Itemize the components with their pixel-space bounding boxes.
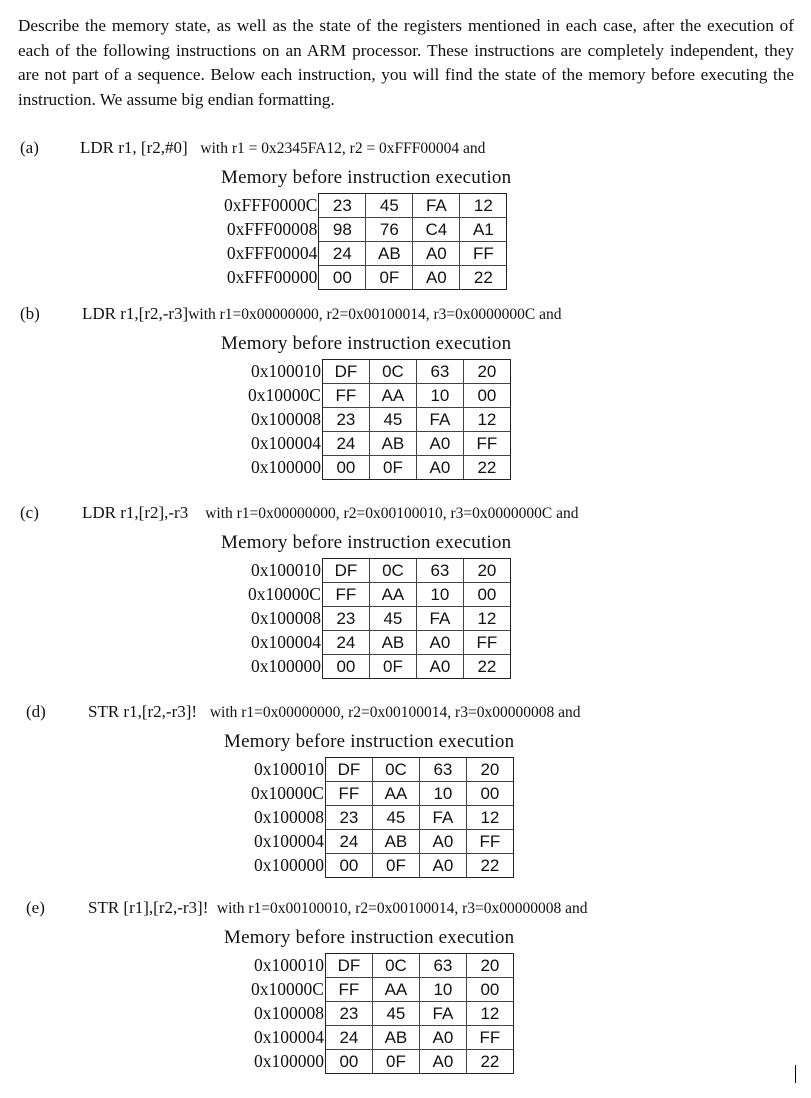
- memory-byte: 00: [466, 782, 513, 806]
- memory-byte: 0F: [369, 655, 416, 679]
- memory-table: [248, 558, 511, 679]
- memory-byte: FA: [419, 1002, 466, 1026]
- memory-address: 0x100008: [251, 1002, 325, 1026]
- memory-row: [248, 583, 510, 607]
- memory-byte: 20: [466, 758, 513, 782]
- memory-byte: 12: [466, 1002, 513, 1026]
- memory-byte: 45: [372, 806, 419, 830]
- memory-address: 0x100000: [248, 456, 322, 480]
- memory-byte: AA: [372, 782, 419, 806]
- memory-address: 0x100008: [248, 607, 322, 631]
- memory-row: [224, 242, 507, 266]
- memory-byte: A0: [419, 830, 466, 854]
- memory-byte: 0F: [366, 266, 413, 290]
- memory-byte: 63: [419, 954, 466, 978]
- memory-byte: FF: [466, 830, 513, 854]
- memory-byte: 0F: [372, 1050, 419, 1074]
- memory-byte: 0C: [369, 559, 416, 583]
- memory-address: 0x100000: [248, 655, 322, 679]
- memory-row: [248, 384, 510, 408]
- memory-byte: FF: [325, 782, 372, 806]
- memory-row: [251, 782, 513, 806]
- memory-address: 0x10000C: [248, 384, 322, 408]
- memory-byte: FA: [413, 194, 460, 218]
- memory-table: [224, 193, 507, 290]
- memory-byte: 0C: [369, 360, 416, 384]
- memory-byte: 22: [463, 456, 510, 480]
- memory-table: [251, 757, 514, 878]
- memory-byte: 00: [322, 655, 369, 679]
- memory-byte: 20: [466, 954, 513, 978]
- memory-byte: A0: [419, 854, 466, 878]
- instruction-line: [82, 304, 561, 324]
- memory-table-title: Memory before instruction execution: [224, 731, 515, 752]
- memory-byte: 12: [463, 408, 510, 432]
- memory-byte: 45: [369, 408, 416, 432]
- memory-address: 0x100004: [248, 432, 322, 456]
- problem-label: (b): [20, 304, 40, 323]
- memory-byte: AB: [369, 432, 416, 456]
- memory-row: [251, 830, 513, 854]
- memory-byte: A0: [413, 266, 460, 290]
- memory-byte: FF: [325, 978, 372, 1002]
- memory-byte: 24: [322, 432, 369, 456]
- problem-label: (c): [20, 503, 39, 522]
- memory-byte: FA: [416, 607, 463, 631]
- memory-row: [224, 266, 507, 290]
- memory-byte: 24: [322, 631, 369, 655]
- memory-byte: 00: [325, 854, 372, 878]
- memory-byte: 98: [319, 218, 366, 242]
- memory-table-title: Memory before instruction execution: [221, 532, 512, 553]
- memory-address: 0x10000C: [251, 978, 325, 1002]
- memory-table: [248, 359, 511, 480]
- memory-row: [248, 655, 510, 679]
- problem-label: (a): [20, 138, 39, 157]
- memory-address: 0x100004: [251, 1026, 325, 1050]
- condition: with r1 = 0x2345FA12, r2 = 0xFFF00004 and: [200, 140, 486, 157]
- memory-row: [251, 758, 513, 782]
- memory-byte: AA: [369, 583, 416, 607]
- memory-byte: FF: [463, 432, 510, 456]
- memory-byte: 24: [325, 830, 372, 854]
- memory-byte: 63: [416, 559, 463, 583]
- memory-byte: FF: [322, 384, 369, 408]
- memory-byte: 00: [463, 583, 510, 607]
- memory-byte: FF: [466, 1026, 513, 1050]
- memory-row: [248, 408, 510, 432]
- memory-byte: FA: [416, 408, 463, 432]
- memory-byte: DF: [325, 758, 372, 782]
- memory-row: [251, 1002, 513, 1026]
- memory-byte: 23: [325, 1002, 372, 1026]
- memory-address: 0x100010: [248, 360, 322, 384]
- memory-address: 0x100010: [251, 954, 325, 978]
- memory-address: 0x100008: [248, 408, 322, 432]
- memory-address: 0x10000C: [248, 583, 322, 607]
- memory-byte: AB: [372, 1026, 419, 1050]
- memory-byte: C4: [413, 218, 460, 242]
- memory-address: 0x100004: [251, 830, 325, 854]
- memory-address: 0xFFF0000C: [224, 194, 319, 218]
- condition: with r1=0x00000000, r2=0x00100014, r3=0x0000000C and: [188, 306, 562, 323]
- memory-byte: 10: [419, 978, 466, 1002]
- memory-row: [251, 806, 513, 830]
- memory-byte: 76: [366, 218, 413, 242]
- memory-byte: 45: [372, 1002, 419, 1026]
- memory-row: [248, 360, 510, 384]
- memory-byte: FF: [322, 583, 369, 607]
- instruction-line: [88, 702, 580, 722]
- memory-row: [251, 1026, 513, 1050]
- memory-byte: DF: [325, 954, 372, 978]
- memory-address: 0xFFF00004: [224, 242, 319, 266]
- memory-byte: 0C: [372, 758, 419, 782]
- instruction-line: [80, 138, 485, 158]
- memory-byte: A0: [416, 432, 463, 456]
- memory-byte: AA: [369, 384, 416, 408]
- memory-byte: 00: [466, 978, 513, 1002]
- memory-byte: A0: [416, 456, 463, 480]
- memory-address: 0xFFF00000: [224, 266, 319, 290]
- memory-byte: A0: [413, 242, 460, 266]
- memory-address: 0x100000: [251, 854, 325, 878]
- memory-byte: 22: [466, 1050, 513, 1074]
- memory-byte: A0: [416, 631, 463, 655]
- memory-byte: 23: [319, 194, 366, 218]
- condition: with r1=0x00100010, r2=0x00100014, r3=0x00000008 and: [216, 900, 588, 917]
- memory-byte: 45: [369, 607, 416, 631]
- memory-address: 0x100010: [248, 559, 322, 583]
- memory-row: [251, 954, 513, 978]
- memory-table: [251, 953, 514, 1074]
- memory-byte: A0: [419, 1050, 466, 1074]
- memory-byte: AB: [366, 242, 413, 266]
- memory-address: 0xFFF00008: [224, 218, 319, 242]
- memory-row: [251, 978, 513, 1002]
- memory-byte: 00: [463, 384, 510, 408]
- instruction: LDR r1,[r2],-r3: [82, 503, 189, 522]
- instruction-line: [82, 503, 578, 523]
- memory-address: 0x10000C: [251, 782, 325, 806]
- condition: with r1=0x00000000, r2=0x00100014, r3=0x00000008 and: [209, 704, 581, 721]
- problem-label: (e): [26, 898, 45, 917]
- instruction-line: [88, 898, 588, 918]
- memory-byte: 22: [466, 854, 513, 878]
- memory-byte: 10: [416, 583, 463, 607]
- memory-byte: FA: [419, 806, 466, 830]
- problem-label: (d): [26, 702, 46, 721]
- memory-row: [248, 432, 510, 456]
- memory-address: 0x100000: [251, 1050, 325, 1074]
- memory-byte: AA: [372, 978, 419, 1002]
- memory-byte: 20: [463, 559, 510, 583]
- memory-byte: 00: [325, 1050, 372, 1074]
- memory-byte: DF: [322, 360, 369, 384]
- instruction: STR r1,[r2,-r3]!: [88, 702, 198, 721]
- memory-byte: 24: [319, 242, 366, 266]
- memory-byte: 22: [463, 655, 510, 679]
- memory-row: [248, 559, 510, 583]
- memory-row: [251, 1050, 513, 1074]
- memory-byte: 0F: [372, 854, 419, 878]
- memory-byte: 23: [325, 806, 372, 830]
- memory-byte: DF: [322, 559, 369, 583]
- memory-table-title: Memory before instruction execution: [221, 167, 512, 188]
- memory-byte: 63: [419, 758, 466, 782]
- memory-byte: FF: [460, 242, 507, 266]
- memory-byte: AB: [369, 631, 416, 655]
- memory-byte: 45: [366, 194, 413, 218]
- condition: with r1=0x00000000, r2=0x00100010, r3=0x0000000C and: [205, 505, 579, 522]
- memory-table-title: Memory before instruction execution: [224, 927, 515, 948]
- memory-byte: 00: [319, 266, 366, 290]
- memory-byte: 12: [463, 607, 510, 631]
- intro-paragraph: Describe the memory state, as well as the state of the registers mentioned in each case, after the execution of each of the following instructions on an ARM processor. These instructions are completely independent, they are not part of a sequence. Below each instruction, you will find the state of the memory before executing the instruction. We assume big endian formatting.: [18, 16, 794, 109]
- memory-byte: A1: [460, 218, 507, 242]
- memory-row: [248, 607, 510, 631]
- memory-byte: 0C: [372, 954, 419, 978]
- memory-byte: 0F: [369, 456, 416, 480]
- memory-byte: 23: [322, 607, 369, 631]
- instruction: STR [r1],[r2,-r3]!: [88, 898, 209, 917]
- memory-byte: 00: [322, 456, 369, 480]
- memory-row: [248, 456, 510, 480]
- memory-byte: 10: [419, 782, 466, 806]
- memory-byte: 12: [460, 194, 507, 218]
- memory-byte: 24: [325, 1026, 372, 1050]
- memory-byte: 12: [466, 806, 513, 830]
- memory-address: 0x100010: [251, 758, 325, 782]
- memory-byte: 23: [322, 408, 369, 432]
- memory-address: 0x100008: [251, 806, 325, 830]
- text-cursor: [795, 1065, 796, 1083]
- memory-row: [224, 194, 507, 218]
- memory-byte: FF: [463, 631, 510, 655]
- memory-address: 0x100004: [248, 631, 322, 655]
- memory-byte: AB: [372, 830, 419, 854]
- instruction: LDR r1, [r2,#0]: [80, 138, 188, 157]
- memory-table-title: Memory before instruction execution: [221, 333, 512, 354]
- memory-byte: 63: [416, 360, 463, 384]
- memory-byte: A0: [416, 655, 463, 679]
- memory-byte: 10: [416, 384, 463, 408]
- memory-byte: 22: [460, 266, 507, 290]
- memory-byte: 20: [463, 360, 510, 384]
- instruction: LDR r1,[r2,-r3]: [82, 304, 189, 323]
- memory-row: [224, 218, 507, 242]
- memory-row: [251, 854, 513, 878]
- memory-byte: A0: [419, 1026, 466, 1050]
- memory-row: [248, 631, 510, 655]
